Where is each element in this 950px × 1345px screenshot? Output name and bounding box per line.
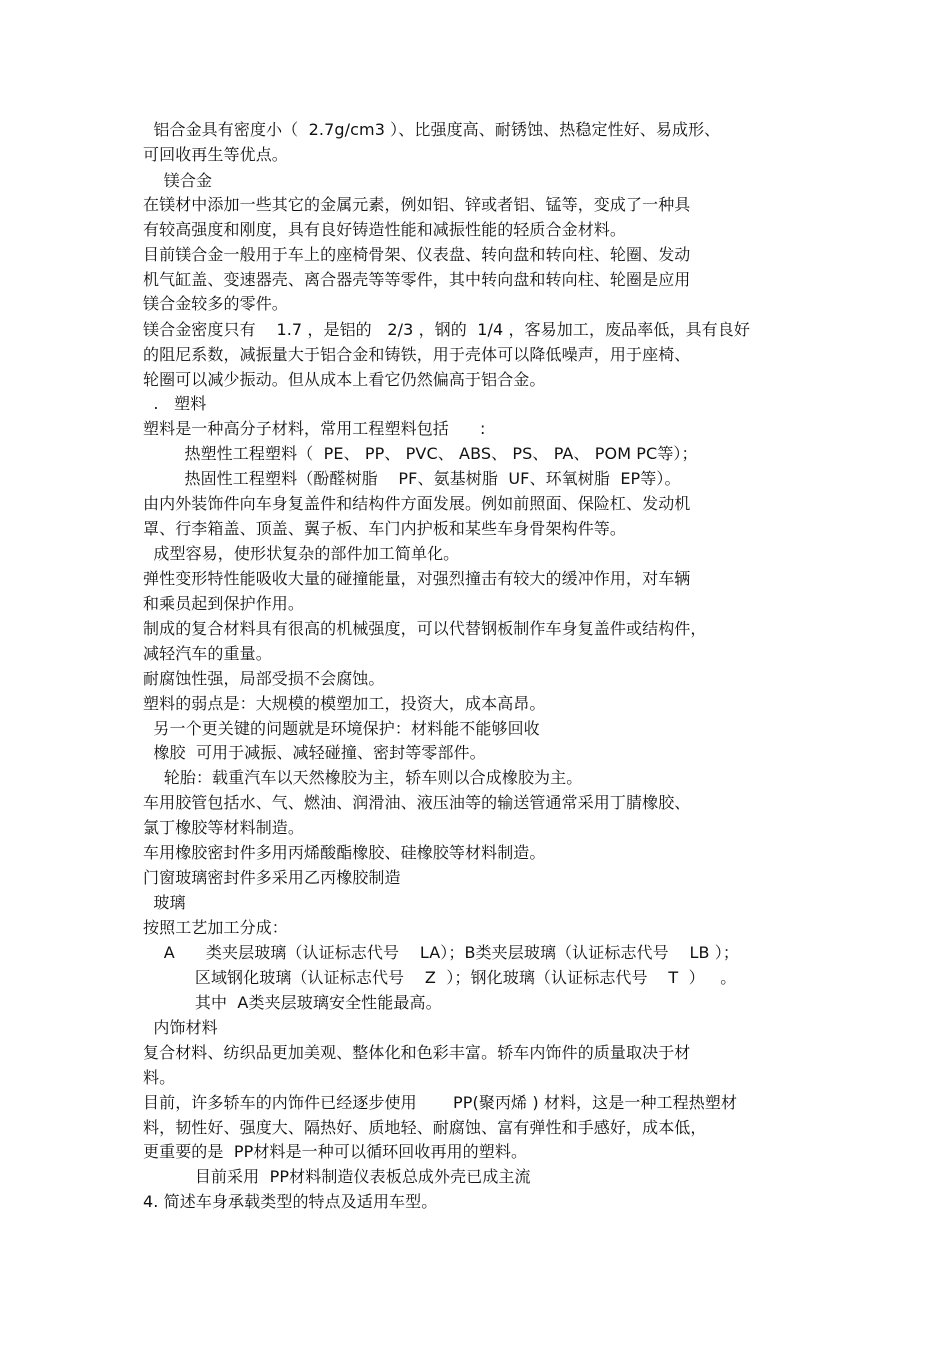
text-line: 耐腐蚀性强，局部受损不会腐蚀。 — [143, 669, 385, 688]
text-line: 的阻尼系数，减振量大于铝合金和铸铁，用于壳体可以降低噪声，用于座椅、 — [143, 345, 691, 364]
text-line: 制成的复合材料具有很高的机械强度，可以代替钢板制作车身复盖件或结构件， — [143, 619, 707, 638]
text-line: 门窗玻璃密封件多采用乙丙橡胶制造 — [143, 868, 401, 887]
text-line: 目前采用 PP材料制造仪表板总成外壳已成主流 — [143, 1167, 531, 1186]
text-line: 减轻汽车的重量。 — [143, 644, 272, 663]
text-line: 可回收再生等优点。 — [143, 145, 288, 164]
text-line: 氯丁橡胶等材料制造。 — [143, 818, 305, 837]
text-line: 更重要的是 PP材料是一种可以循环回收再用的塑料。 — [143, 1142, 528, 1161]
text-line: 镁合金密度只有 1.7 ，是铝的 2/3 ，钢的 1/4 ，客易加工，废品率低，具有良好 — [143, 320, 750, 339]
text-line: 按照工艺加工分成： — [143, 918, 288, 937]
text-line: 和乘员起到保护作用。 — [143, 594, 305, 613]
text-line: 热塑性工程塑料（ PE、 PP、 PVC、 ABS、 PS、 PA、 POM PC等）； — [143, 444, 698, 463]
text-line: 车用橡胶密封件多用丙烯酸酯橡胶、硅橡胶等材料制造。 — [143, 843, 546, 862]
text-line: 机气缸盖、变速器壳、离合器壳等等零件，其中转向盘和转向柱、轮圈是应用 — [143, 270, 691, 289]
text-line: 目前，许多轿车的内饰件已经逐步使用 PP(聚丙烯 ) 材料，这是一种工程热塑材 — [143, 1093, 738, 1112]
text-line: 另一个更关键的问题就是环境保护：材料能不能够回收 — [143, 719, 540, 738]
section-heading-interior: 内饰材料 — [143, 1018, 218, 1037]
text-line: 区域钢化玻璃（认证标志代号 Z ）；钢化玻璃（认证标志代号 T ） 。 — [143, 968, 737, 987]
text-line: 轮胎：载重汽车以天然橡胶为主，轿车则以合成橡胶为主。 — [143, 768, 583, 787]
text-line: 目前镁合金一般用于车上的座椅骨架、仪表盘、转向盘和转向柱、轮圈、发动 — [143, 245, 691, 264]
text-line: 在镁材中添加一些其它的金属元素，例如铝、锌或者铝、锰等，变成了一种具 — [143, 195, 691, 214]
section-heading-plastics: . 塑料 — [143, 394, 207, 413]
section-heading-magnesium: 镁合金 — [143, 171, 213, 190]
text-line: 有较高强度和刚度，具有良好铸造性能和减振性能的轻质合金材料。 — [143, 220, 627, 239]
text-line: 热固性工程塑料（酚醛树脂 PF、氨基树脂 UF、环氧树脂 EP等）。 — [143, 469, 681, 488]
text-line: A 类夹层玻璃（认证标志代号 LA）；B类夹层玻璃（认证标志代号 LB ）； — [143, 943, 739, 962]
text-line: 弹性变形特性能吸收大量的碰撞能量，对强烈撞击有较大的缓冲作用，对车辆 — [143, 569, 691, 588]
text-line: 塑料的弱点是：大规模的模塑加工，投资大，成本高昂。 — [143, 694, 546, 713]
text-line: 塑料是一种高分子材料，常用工程塑料包括 : — [143, 419, 486, 438]
text-line: 由内外装饰件向车身复盖件和结构件方面发展。例如前照面、保险杠、发动机 — [143, 494, 691, 513]
text-line: 铝合金具有密度小（ 2.7g/cm3 ）、比强度高、耐锈蚀、热稳定性好、易成形、 — [143, 120, 721, 139]
text-line: 料。 — [143, 1068, 176, 1087]
text-line: 车用胶管包括水、气、燃油、润滑油、液压油等的输送管通常采用丁腈橡胶、 — [143, 793, 691, 812]
text-line: 罩、行李箱盖、顶盖、翼子板、车门内护板和某些车身骨架构件等。 — [143, 519, 627, 538]
section-heading-glass: 玻璃 — [143, 893, 186, 912]
text-line: 其中 A类夹层玻璃安全性能最高。 — [143, 993, 442, 1012]
text-line: 成型容易，使形状复杂的部件加工简单化。 — [143, 544, 460, 563]
text-line: 复合材料、纺织品更加美观、整体化和色彩丰富。轿车内饰件的质量取决于材 — [143, 1043, 691, 1062]
question-heading: 4. 简述车身承载类型的特点及适用车型。 — [143, 1192, 438, 1211]
text-line: 料，韧性好、强度大、隔热好、质地轻、耐腐蚀、富有弹性和手感好，成本低， — [143, 1118, 707, 1137]
text-line: 轮圈可以减少振动。但从成本上看它仍然偏高于铝合金。 — [143, 370, 546, 389]
section-heading-rubber: 橡胶 可用于减振、减轻碰撞、密封等零部件。 — [143, 743, 486, 762]
text-line: 镁合金较多的零件。 — [143, 294, 288, 313]
